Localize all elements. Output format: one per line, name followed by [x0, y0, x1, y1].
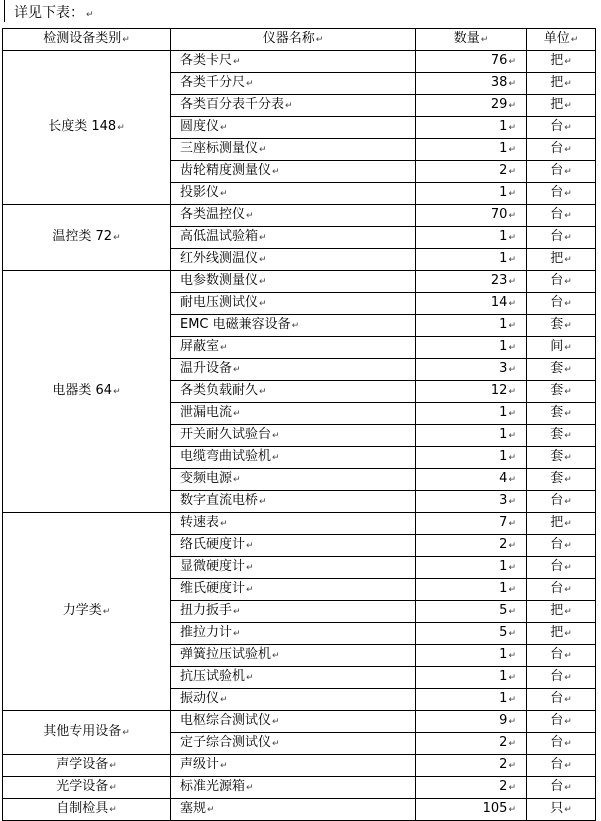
unit-cell: 台↵: [527, 139, 596, 161]
category-cell: 电器类 64↵: [3, 271, 171, 513]
paragraph-mark-icon: ↵: [246, 585, 254, 595]
intro-label: 详见下表：: [14, 5, 84, 21]
paragraph-mark-icon: ↵: [508, 211, 516, 221]
quantity-cell: 1↵: [416, 557, 527, 579]
paragraph-mark-icon: ↵: [564, 343, 572, 353]
paragraph-mark-icon: ↵: [564, 255, 572, 265]
paragraph-mark-icon: ↵: [564, 717, 572, 727]
instrument-name-cell: 转速表↵: [171, 513, 416, 535]
paragraph-mark-icon: ↵: [246, 79, 254, 89]
paragraph-mark-icon: ↵: [564, 123, 572, 133]
paragraph-mark-icon: ↵: [564, 563, 572, 573]
quantity-cell: 7↵: [416, 513, 527, 535]
paragraph-mark-icon: ↵: [564, 167, 572, 177]
quantity-cell: 29↵: [416, 95, 527, 117]
instrument-name-cell: 各类百分表千分表↵: [171, 95, 416, 117]
quantity-cell: 4↵: [416, 469, 527, 491]
paragraph-mark-icon: ↵: [246, 541, 254, 551]
paragraph-mark-icon: ↵: [508, 255, 516, 265]
unit-cell: 台↵: [527, 667, 596, 689]
paragraph-mark-icon: ↵: [259, 255, 267, 265]
table-row: [3, 711, 596, 733]
paragraph-mark-icon: ↵: [508, 57, 516, 67]
instrument-name-cell: 红外线测温仪↵: [171, 249, 416, 271]
instrument-name-cell: 耐电压测试仪↵: [171, 293, 416, 315]
paragraph-mark-icon: ↵: [564, 673, 572, 683]
paragraph-mark-icon: ↵: [220, 695, 228, 705]
paragraph-mark-icon: ↵: [246, 563, 254, 573]
paragraph-mark-icon: ↵: [207, 805, 215, 815]
instrument-name-cell: 三座标测量仪↵: [171, 139, 416, 161]
paragraph-mark-icon: ↵: [272, 431, 280, 441]
paragraph-mark-icon: ↵: [508, 409, 516, 419]
category-cell: 声学设备↵: [3, 755, 171, 777]
paragraph-mark-icon: ↵: [233, 365, 241, 375]
paragraph-mark-icon: ↵: [564, 211, 572, 221]
paragraph-mark-icon: ↵: [233, 629, 241, 639]
paragraph-mark-icon: ↵: [564, 585, 572, 595]
category-cell: 其他专用设备↵: [3, 711, 171, 755]
paragraph-mark-icon: ↵: [508, 431, 516, 441]
header-unit: 单位↵: [527, 29, 596, 51]
unit-cell: 台↵: [527, 535, 596, 557]
paragraph-mark-icon: ↵: [508, 673, 516, 683]
unit-cell: 台↵: [527, 645, 596, 667]
instrument-name-cell: 电参数测量仪↵: [171, 271, 416, 293]
header-category: 检测设备类别↵: [3, 29, 171, 51]
instrument-name-cell: 各类温控仪↵: [171, 205, 416, 227]
unit-cell: 只↵: [527, 799, 596, 821]
table-row: [3, 205, 596, 227]
instrument-table: [2, 28, 596, 821]
instrument-name-cell: 变频电源↵: [171, 469, 416, 491]
unit-cell: 台↵: [527, 733, 596, 755]
unit-cell: 套↵: [527, 469, 596, 491]
paragraph-mark-icon: ↵: [564, 629, 572, 639]
unit-cell: 把↵: [527, 513, 596, 535]
paragraph-mark-icon: ↵: [220, 189, 228, 199]
paragraph-mark-icon: ↵: [508, 695, 516, 705]
quantity-cell: 105↵: [416, 799, 527, 821]
paragraph-mark-icon: ↵: [508, 607, 516, 617]
unit-cell: 台↵: [527, 777, 596, 799]
instrument-name-cell: 抗压试验机↵: [171, 667, 416, 689]
paragraph-mark-icon: ↵: [508, 321, 516, 331]
paragraph-mark-icon: ↵: [508, 277, 516, 287]
quantity-cell: 1↵: [416, 689, 527, 711]
paragraph-mark-icon: ↵: [508, 541, 516, 551]
paragraph-mark-icon: ↵: [564, 277, 572, 287]
paragraph-mark-icon: ↵: [564, 57, 572, 67]
quantity-cell: 1↵: [416, 139, 527, 161]
paragraph-mark-icon: ↵: [508, 563, 516, 573]
unit-cell: 台↵: [527, 579, 596, 601]
unit-cell: 台↵: [527, 227, 596, 249]
unit-cell: 套↵: [527, 359, 596, 381]
instrument-name-cell: 齿轮精度测量仪↵: [171, 161, 416, 183]
paragraph-mark-icon: ↵: [508, 453, 516, 463]
quantity-cell: 2↵: [416, 535, 527, 557]
unit-cell: 台↵: [527, 117, 596, 139]
unit-cell: 套↵: [527, 315, 596, 337]
instrument-name-cell: 塞规↵: [171, 799, 416, 821]
unit-cell: 台↵: [527, 557, 596, 579]
paragraph-mark-icon: ↵: [508, 497, 516, 507]
paragraph-mark-icon: ↵: [564, 783, 572, 793]
table-row: [3, 755, 596, 777]
paragraph-mark-icon: ↵: [220, 761, 228, 771]
unit-cell: 把↵: [527, 249, 596, 271]
paragraph-mark-icon: ↵: [233, 57, 241, 67]
paragraph-mark-icon: ↵: [246, 673, 254, 683]
paragraph-mark-icon: ↵: [564, 541, 572, 551]
quantity-cell: 3↵: [416, 491, 527, 513]
unit-cell: 台↵: [527, 183, 596, 205]
quantity-cell: 1↵: [416, 227, 527, 249]
paragraph-mark-icon: ↵: [113, 387, 121, 397]
paragraph-mark-icon: ↵: [564, 497, 572, 507]
paragraph-mark-icon: ↵: [109, 805, 117, 815]
instrument-name-cell: 电枢综合测试仪↵: [171, 711, 416, 733]
paragraph-mark-icon: ↵: [508, 761, 516, 771]
quantity-cell: 76↵: [416, 51, 527, 73]
paragraph-mark-icon: ↵: [272, 717, 280, 727]
instrument-name-cell: 泄漏电流↵: [171, 403, 416, 425]
unit-cell: 把↵: [527, 623, 596, 645]
quantity-cell: 1↵: [416, 249, 527, 271]
unit-cell: 台↵: [527, 491, 596, 513]
instrument-name-cell: 各类负载耐久↵: [171, 381, 416, 403]
category-cell: 光学设备↵: [3, 777, 171, 799]
quantity-cell: 5↵: [416, 601, 527, 623]
paragraph-mark-icon: ↵: [508, 475, 516, 485]
unit-cell: 套↵: [527, 403, 596, 425]
quantity-cell: 2↵: [416, 755, 527, 777]
unit-cell: 间↵: [527, 337, 596, 359]
unit-cell: 台↵: [527, 293, 596, 315]
paragraph-mark-icon: ↵: [508, 717, 516, 727]
paragraph-mark-icon: ↵: [564, 387, 572, 397]
paragraph-mark-icon: ↵: [508, 783, 516, 793]
paragraph-mark-icon: ↵: [508, 79, 516, 89]
unit-cell: 把↵: [527, 95, 596, 117]
paragraph-mark-icon: ↵: [508, 233, 516, 243]
table-row: [3, 513, 596, 535]
unit-cell: 台↵: [527, 271, 596, 293]
paragraph-mark-icon: ↵: [508, 739, 516, 749]
paragraph-mark-icon: ↵: [564, 805, 572, 815]
unit-cell: 台↵: [527, 755, 596, 777]
instrument-name-cell: 扭力扳手↵: [171, 601, 416, 623]
paragraph-mark-icon: ↵: [508, 805, 516, 815]
paragraph-mark-icon: ↵: [564, 431, 572, 441]
instrument-name-cell: 标准光源箱↵: [171, 777, 416, 799]
intro-text: [14, 3, 94, 25]
quantity-cell: 23↵: [416, 271, 527, 293]
quantity-cell: 1↵: [416, 447, 527, 469]
quantity-cell: 1↵: [416, 645, 527, 667]
table-header-row: [3, 29, 596, 51]
instrument-name-cell: 开关耐久试验台↵: [171, 425, 416, 447]
paragraph-mark-icon: ↵: [564, 761, 572, 771]
paragraph-mark-icon: ↵: [109, 761, 117, 771]
paragraph-mark-icon: ↵: [564, 189, 572, 199]
instrument-name-cell: 维氏硬度计↵: [171, 579, 416, 601]
paragraph-mark-icon: ↵: [508, 101, 516, 111]
instrument-name-cell: 高低温试验箱↵: [171, 227, 416, 249]
paragraph-mark-icon: ↵: [508, 585, 516, 595]
paragraph-mark-icon: ↵: [564, 695, 572, 705]
paragraph-mark-icon: ↵: [564, 365, 572, 375]
paragraph-mark-icon: ↵: [508, 365, 516, 375]
category-cell: 温控类 72↵: [3, 205, 171, 271]
instrument-name-cell: 定子综合测试仪↵: [171, 733, 416, 755]
instrument-name-cell: 弹簧拉压试验机↵: [171, 645, 416, 667]
quantity-cell: 5↵: [416, 623, 527, 645]
paragraph-mark-icon: ↵: [259, 277, 267, 287]
paragraph-mark-icon: ↵: [564, 409, 572, 419]
quantity-cell: 1↵: [416, 425, 527, 447]
instrument-name-cell: 声级计↵: [171, 755, 416, 777]
paragraph-mark-icon: ↵: [564, 299, 572, 309]
quantity-cell: 12↵: [416, 381, 527, 403]
table-row: [3, 51, 596, 73]
paragraph-mark-icon: ↵: [564, 321, 572, 331]
quantity-cell: 38↵: [416, 73, 527, 95]
paragraph-mark-icon: ↵: [508, 299, 516, 309]
category-cell: 长度类 148↵: [3, 51, 171, 205]
paragraph-mark-icon: ↵: [508, 167, 516, 177]
quantity-cell: 3↵: [416, 359, 527, 381]
instrument-name-cell: 振动仪↵: [171, 689, 416, 711]
paragraph-mark-icon: ↵: [508, 189, 516, 199]
paragraph-mark-icon: ↵: [86, 10, 94, 20]
paragraph-mark-icon: ↵: [285, 101, 293, 111]
instrument-name-cell: 数字直流电桥↵: [171, 491, 416, 513]
paragraph-mark-icon: ↵: [220, 343, 228, 353]
unit-cell: 把↵: [527, 51, 596, 73]
unit-cell: 台↵: [527, 205, 596, 227]
instrument-name-cell: 电缆弯曲试验机↵: [171, 447, 416, 469]
category-cell: 自制检具↵: [3, 799, 171, 821]
paragraph-mark-icon: ↵: [272, 167, 280, 177]
paragraph-mark-icon: ↵: [102, 607, 111, 617]
header-instrument-name: 仪器名称↵: [171, 29, 416, 51]
paragraph-mark-icon: ↵: [259, 387, 267, 397]
paragraph-mark-icon: ↵: [272, 651, 280, 661]
quantity-cell: 2↵: [416, 733, 527, 755]
unit-cell: 套↵: [527, 447, 596, 469]
instrument-name-cell: 屏蔽室↵: [171, 337, 416, 359]
paragraph-mark-icon: ↵: [508, 387, 516, 397]
paragraph-mark-icon: ↵: [259, 497, 267, 507]
quantity-cell: 1↵: [416, 337, 527, 359]
quantity-cell: 9↵: [416, 711, 527, 733]
unit-cell: 台↵: [527, 711, 596, 733]
instrument-name-cell: 各类千分尺↵: [171, 73, 416, 95]
paragraph-mark-icon: ↵: [564, 145, 572, 155]
quantity-cell: 2↵: [416, 777, 527, 799]
paragraph-mark-icon: ↵: [233, 409, 241, 419]
paragraph-mark-icon: ↵: [220, 519, 228, 529]
paragraph-mark-icon: ↵: [564, 453, 572, 463]
paragraph-mark-icon: ↵: [117, 123, 125, 133]
quantity-cell: 1↵: [416, 579, 527, 601]
table-row: [3, 777, 596, 799]
instrument-name-cell: EMC 电磁兼容设备↵: [171, 315, 416, 337]
unit-cell: 把↵: [527, 73, 596, 95]
paragraph-mark-icon: ↵: [508, 123, 516, 133]
paragraph-mark-icon: ↵: [246, 211, 254, 221]
paragraph-mark-icon: ↵: [259, 145, 267, 155]
paragraph-mark-icon: ↵: [233, 607, 241, 617]
paragraph-mark-icon: ↵: [291, 321, 300, 331]
paragraph-mark-icon: ↵: [564, 519, 572, 529]
paragraph-mark-icon: ↵: [564, 607, 572, 617]
header-quantity: 数量↵: [416, 29, 527, 51]
paragraph-mark-icon: ↵: [508, 651, 516, 661]
table-row: [3, 271, 596, 293]
instrument-name-cell: 各类卡尺↵: [171, 51, 416, 73]
paragraph-mark-icon: ↵: [122, 728, 130, 738]
instrument-name-cell: 推拉力计↵: [171, 623, 416, 645]
unit-cell: 套↵: [527, 381, 596, 403]
paragraph-mark-icon: ↵: [272, 453, 280, 463]
paragraph-mark-icon: ↵: [564, 651, 572, 661]
instrument-name-cell: 温升设备↵: [171, 359, 416, 381]
quantity-cell: 1↵: [416, 667, 527, 689]
paragraph-mark-icon: ↵: [564, 233, 572, 243]
quantity-cell: 2↵: [416, 161, 527, 183]
instrument-name-cell: 络氏硬度计↵: [171, 535, 416, 557]
paragraph-mark-icon: ↵: [508, 343, 516, 353]
quantity-cell: 1↵: [416, 117, 527, 139]
paragraph-mark-icon: ↵: [259, 299, 267, 309]
paragraph-mark-icon: ↵: [508, 519, 516, 529]
instrument-name-cell: 圆度仪↵: [171, 117, 416, 139]
paragraph-mark-icon: ↵: [508, 145, 516, 155]
paragraph-mark-icon: ↵: [508, 629, 516, 639]
quantity-cell: 14↵: [416, 293, 527, 315]
quantity-cell: 70↵: [416, 205, 527, 227]
unit-cell: 台↵: [527, 161, 596, 183]
paragraph-mark-icon: ↵: [259, 233, 267, 243]
unit-cell: 台↵: [527, 689, 596, 711]
paragraph-mark-icon: ↵: [109, 783, 117, 793]
paragraph-mark-icon: ↵: [246, 783, 254, 793]
instrument-name-cell: 显微硬度计↵: [171, 557, 416, 579]
category-cell: 力学类↵: [3, 513, 171, 711]
paragraph-mark-icon: ↵: [113, 233, 121, 243]
paragraph-mark-icon: ↵: [564, 79, 572, 89]
paragraph-mark-icon: ↵: [220, 123, 228, 133]
paragraph-mark-icon: ↵: [272, 739, 280, 749]
paragraph-mark-icon: ↵: [233, 475, 241, 485]
instrument-name-cell: 投影仪↵: [171, 183, 416, 205]
paragraph-mark-icon: ↵: [564, 739, 572, 749]
unit-cell: 把↵: [527, 601, 596, 623]
paragraph-mark-icon: ↵: [564, 101, 572, 111]
unit-cell: 套↵: [527, 425, 596, 447]
text-cursor-line: [4, 0, 5, 22]
table-body: [3, 51, 596, 821]
quantity-cell: 1↵: [416, 183, 527, 205]
paragraph-mark-icon: ↵: [564, 475, 572, 485]
quantity-cell: 1↵: [416, 315, 527, 337]
quantity-cell: 1↵: [416, 403, 527, 425]
